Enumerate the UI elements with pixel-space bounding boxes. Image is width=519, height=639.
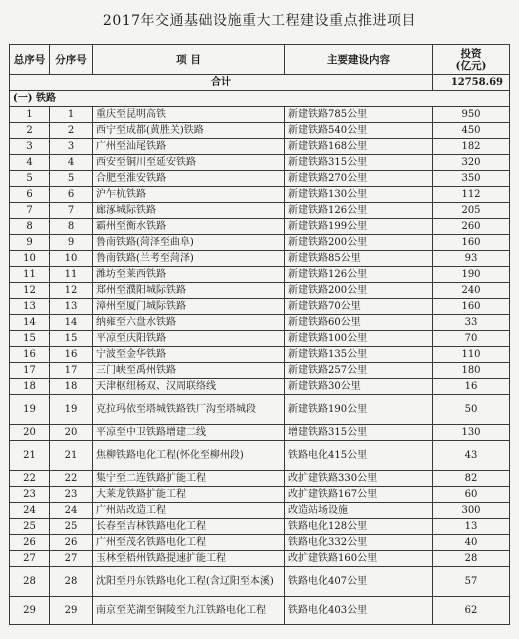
header-project: 项 目 (93, 45, 285, 75)
header-investment-line1: 投资 (460, 47, 482, 60)
cell-project: 郑州至濮阳城际铁路 (93, 283, 285, 299)
cell-seq-total: 20 (10, 425, 50, 441)
cell-seq-total: 17 (10, 363, 50, 379)
header-investment (433, 45, 510, 75)
cell-seq-sub: 17 (50, 363, 93, 379)
cell-seq-sub: 28 (50, 567, 93, 597)
cell-seq-sub: 10 (50, 251, 93, 267)
cell-seq-sub: 7 (50, 203, 93, 219)
cell-seq-sub: 1 (50, 107, 93, 123)
table-row (10, 155, 510, 171)
cell-project: 天津枢纽杨双、汉周联络线 (93, 379, 285, 395)
cell-seq-sub: 16 (50, 347, 93, 363)
cell-project: 廊涿城际铁路 (93, 203, 285, 219)
cell-seq-total: 6 (10, 187, 50, 203)
table-row (10, 203, 510, 219)
cell-investment: 205 (433, 203, 510, 219)
cell-content: 改扩建铁路167公里 (285, 487, 433, 503)
cell-investment: 160 (433, 235, 510, 251)
cell-investment: 82 (433, 471, 510, 487)
table-row (10, 187, 510, 203)
cell-seq-sub: 27 (50, 551, 93, 567)
cell-investment: 112 (433, 187, 510, 203)
cell-seq-total: 8 (10, 219, 50, 235)
cell-seq-sub: 26 (50, 535, 93, 551)
table-row (10, 139, 510, 155)
table-row (10, 425, 510, 441)
cell-seq-total: 7 (10, 203, 50, 219)
cell-seq-total: 18 (10, 379, 50, 395)
cell-seq-sub: 18 (50, 379, 93, 395)
cell-content: 铁路电化128公里 (285, 519, 433, 535)
cell-content: 新建铁路199公里 (285, 219, 433, 235)
cell-seq-total: 3 (10, 139, 50, 155)
cell-content: 新建铁路126公里 (285, 267, 433, 283)
cell-investment: 62 (433, 597, 510, 625)
table-row (10, 123, 510, 139)
cell-seq-total: 15 (10, 331, 50, 347)
cell-seq-sub: 2 (50, 123, 93, 139)
cell-project: 合肥至淮安铁路 (93, 171, 285, 187)
table-row (10, 347, 510, 363)
cell-seq-total: 19 (10, 395, 50, 425)
table-row (10, 503, 510, 519)
total-row (10, 75, 510, 91)
cell-project: 平凉至庆阳铁路 (93, 331, 285, 347)
table-row (10, 487, 510, 503)
cell-seq-sub: 24 (50, 503, 93, 519)
cell-project: 西安至铜川至延安铁路 (93, 155, 285, 171)
cell-investment: 190 (433, 267, 510, 283)
cell-seq-sub: 4 (50, 155, 93, 171)
cell-seq-total: 9 (10, 235, 50, 251)
cell-investment: 70 (433, 331, 510, 347)
cell-investment: 57 (433, 567, 510, 597)
cell-investment: 93 (433, 251, 510, 267)
cell-investment: 50 (433, 395, 510, 425)
cell-seq-total: 10 (10, 251, 50, 267)
cell-investment: 16 (433, 379, 510, 395)
cell-seq-total: 2 (10, 123, 50, 139)
cell-investment: 40 (433, 535, 510, 551)
cell-investment: 43 (433, 441, 510, 471)
cell-project: 鲁南铁路(兰考至菏泽) (93, 251, 285, 267)
table-row (10, 235, 510, 251)
cell-seq-sub: 3 (50, 139, 93, 155)
cell-seq-sub: 23 (50, 487, 93, 503)
cell-content: 新建铁路70公里 (285, 299, 433, 315)
table-row (10, 219, 510, 235)
cell-investment: 180 (433, 363, 510, 379)
cell-seq-sub: 5 (50, 171, 93, 187)
cell-investment: 350 (433, 171, 510, 187)
cell-investment: 60 (433, 487, 510, 503)
cell-seq-total: 14 (10, 315, 50, 331)
cell-content: 改造站场设施 (285, 503, 433, 519)
cell-content: 新建铁路126公里 (285, 203, 433, 219)
cell-content: 新建铁路135公里 (285, 347, 433, 363)
cell-seq-sub: 21 (50, 441, 93, 471)
table-row (10, 251, 510, 267)
table-row (10, 471, 510, 487)
cell-project: 鲁南铁路(菏泽至曲阜) (93, 235, 285, 251)
table-row (10, 551, 510, 567)
cell-seq-sub: 8 (50, 219, 93, 235)
cell-seq-sub: 9 (50, 235, 93, 251)
cell-project: 集宁至二连铁路扩能工程 (93, 471, 285, 487)
cell-content: 铁路电化415公里 (285, 441, 433, 471)
cell-investment: 260 (433, 219, 510, 235)
cell-project: 大莱龙铁路扩能工程 (93, 487, 285, 503)
cell-investment: 300 (433, 503, 510, 519)
cell-seq-sub: 11 (50, 267, 93, 283)
cell-investment: 182 (433, 139, 510, 155)
cell-seq-total: 28 (10, 567, 50, 597)
cell-project: 潍坊至莱西铁路 (93, 267, 285, 283)
cell-seq-sub: 22 (50, 471, 93, 487)
table-row (10, 519, 510, 535)
cell-content: 铁路电化403公里 (285, 597, 433, 625)
cell-seq-total: 16 (10, 347, 50, 363)
cell-seq-total: 26 (10, 535, 50, 551)
header-content: 主要建设内容 (285, 45, 433, 75)
cell-content: 铁路电化407公里 (285, 567, 433, 597)
table-row (10, 283, 510, 299)
cell-project: 沈阳至丹东铁路电化工程(含辽阳至本溪) (93, 567, 285, 597)
cell-content: 新建铁路30公里 (285, 379, 433, 395)
cell-seq-total: 24 (10, 503, 50, 519)
table-row (10, 171, 510, 187)
table-row (10, 331, 510, 347)
cell-investment: 450 (433, 123, 510, 139)
cell-content: 新建铁路190公里 (285, 395, 433, 425)
cell-seq-total: 22 (10, 471, 50, 487)
cell-project: 三门峡至禹州铁路 (93, 363, 285, 379)
table-row (10, 267, 510, 283)
section-row (10, 91, 510, 107)
cell-project: 霸州至衡水铁路 (93, 219, 285, 235)
cell-seq-sub: 14 (50, 315, 93, 331)
cell-investment: 240 (433, 283, 510, 299)
cell-project: 克拉玛依至塔城铁路铁厂沟至塔城段 (93, 395, 285, 425)
cell-content: 新建铁路257公里 (285, 363, 433, 379)
cell-seq-total: 12 (10, 283, 50, 299)
cell-content: 新建铁路270公里 (285, 171, 433, 187)
cell-project: 广州至茂名铁路电化工程 (93, 535, 285, 551)
cell-project: 平凉至中卫铁路增建二线 (93, 425, 285, 441)
table-row (10, 535, 510, 551)
cell-content: 新建铁路100公里 (285, 331, 433, 347)
cell-content: 新建铁路315公里 (285, 155, 433, 171)
table-row (10, 567, 510, 597)
total-value: 12758.69 (433, 75, 510, 91)
cell-project: 玉林至梧州铁路提速扩能工程 (93, 551, 285, 567)
header-seq-total: 总序号 (10, 45, 50, 75)
cell-seq-sub: 20 (50, 425, 93, 441)
cell-seq-total: 1 (10, 107, 50, 123)
document-title: 2017年交通基础设施重大工程建设重点推进项目 (102, 13, 417, 29)
cell-project: 宁波至金华铁路 (93, 347, 285, 363)
cell-content: 新建铁路200公里 (285, 283, 433, 299)
table-row (10, 441, 510, 471)
cell-seq-total: 21 (10, 441, 50, 471)
cell-content: 铁路电化332公里 (285, 535, 433, 551)
cell-content: 新建铁路130公里 (285, 187, 433, 203)
cell-seq-total: 23 (10, 487, 50, 503)
cell-content: 新建铁路168公里 (285, 139, 433, 155)
cell-investment: 110 (433, 347, 510, 363)
cell-content: 新建铁路200公里 (285, 235, 433, 251)
cell-investment: 33 (433, 315, 510, 331)
header-investment-line2: (亿元) (455, 59, 487, 72)
cell-content: 新建铁路60公里 (285, 315, 433, 331)
cell-seq-total: 4 (10, 155, 50, 171)
table-row (10, 107, 510, 123)
cell-project: 南京至芜湖至铜陵至九江铁路电化工程 (93, 597, 285, 625)
cell-investment: 130 (433, 425, 510, 441)
cell-investment: 320 (433, 155, 510, 171)
cell-content: 新建铁路785公里 (285, 107, 433, 123)
project-table (9, 44, 510, 625)
table-row (10, 299, 510, 315)
cell-investment: 950 (433, 107, 510, 123)
table-row (10, 315, 510, 331)
cell-content: 增建铁路315公里 (285, 425, 433, 441)
table-row (10, 597, 510, 625)
cell-seq-sub: 15 (50, 331, 93, 347)
table-row (10, 395, 510, 425)
cell-seq-total: 25 (10, 519, 50, 535)
cell-project: 长春至吉林铁路电化工程 (93, 519, 285, 535)
header-seq-sub: 分序号 (50, 45, 93, 75)
cell-seq-sub: 19 (50, 395, 93, 425)
cell-seq-sub: 29 (50, 597, 93, 625)
section-title: (一) 铁路 (10, 91, 510, 107)
cell-project: 漳州至厦门城际铁路 (93, 299, 285, 315)
cell-project: 重庆至昆明高铁 (93, 107, 285, 123)
cell-investment: 160 (433, 299, 510, 315)
cell-project: 焦柳铁路电化工程(怀化至柳州段) (93, 441, 285, 471)
table-row (10, 379, 510, 395)
cell-seq-total: 11 (10, 267, 50, 283)
cell-content: 改扩建铁路330公里 (285, 471, 433, 487)
table-row (10, 363, 510, 379)
total-label: 合计 (10, 75, 433, 91)
cell-seq-sub: 13 (50, 299, 93, 315)
cell-project: 广州至汕尾铁路 (93, 139, 285, 155)
cell-seq-total: 13 (10, 299, 50, 315)
cell-seq-sub: 25 (50, 519, 93, 535)
cell-project: 西宁至成都(黄胜关)铁路 (93, 123, 285, 139)
cell-seq-sub: 6 (50, 187, 93, 203)
cell-project: 广州站改造工程 (93, 503, 285, 519)
cell-investment: 13 (433, 519, 510, 535)
cell-seq-sub: 12 (50, 283, 93, 299)
cell-seq-total: 5 (10, 171, 50, 187)
cell-seq-total: 29 (10, 597, 50, 625)
cell-content: 改扩建铁路160公里 (285, 551, 433, 567)
cell-project: 沪乍杭铁路 (93, 187, 285, 203)
cell-content: 新建铁路85公里 (285, 251, 433, 267)
cell-project: 纳雍至六盘水铁路 (93, 315, 285, 331)
cell-seq-total: 27 (10, 551, 50, 567)
cell-content: 新建铁路540公里 (285, 123, 433, 139)
table-header-row (10, 45, 510, 75)
cell-investment: 28 (433, 551, 510, 567)
